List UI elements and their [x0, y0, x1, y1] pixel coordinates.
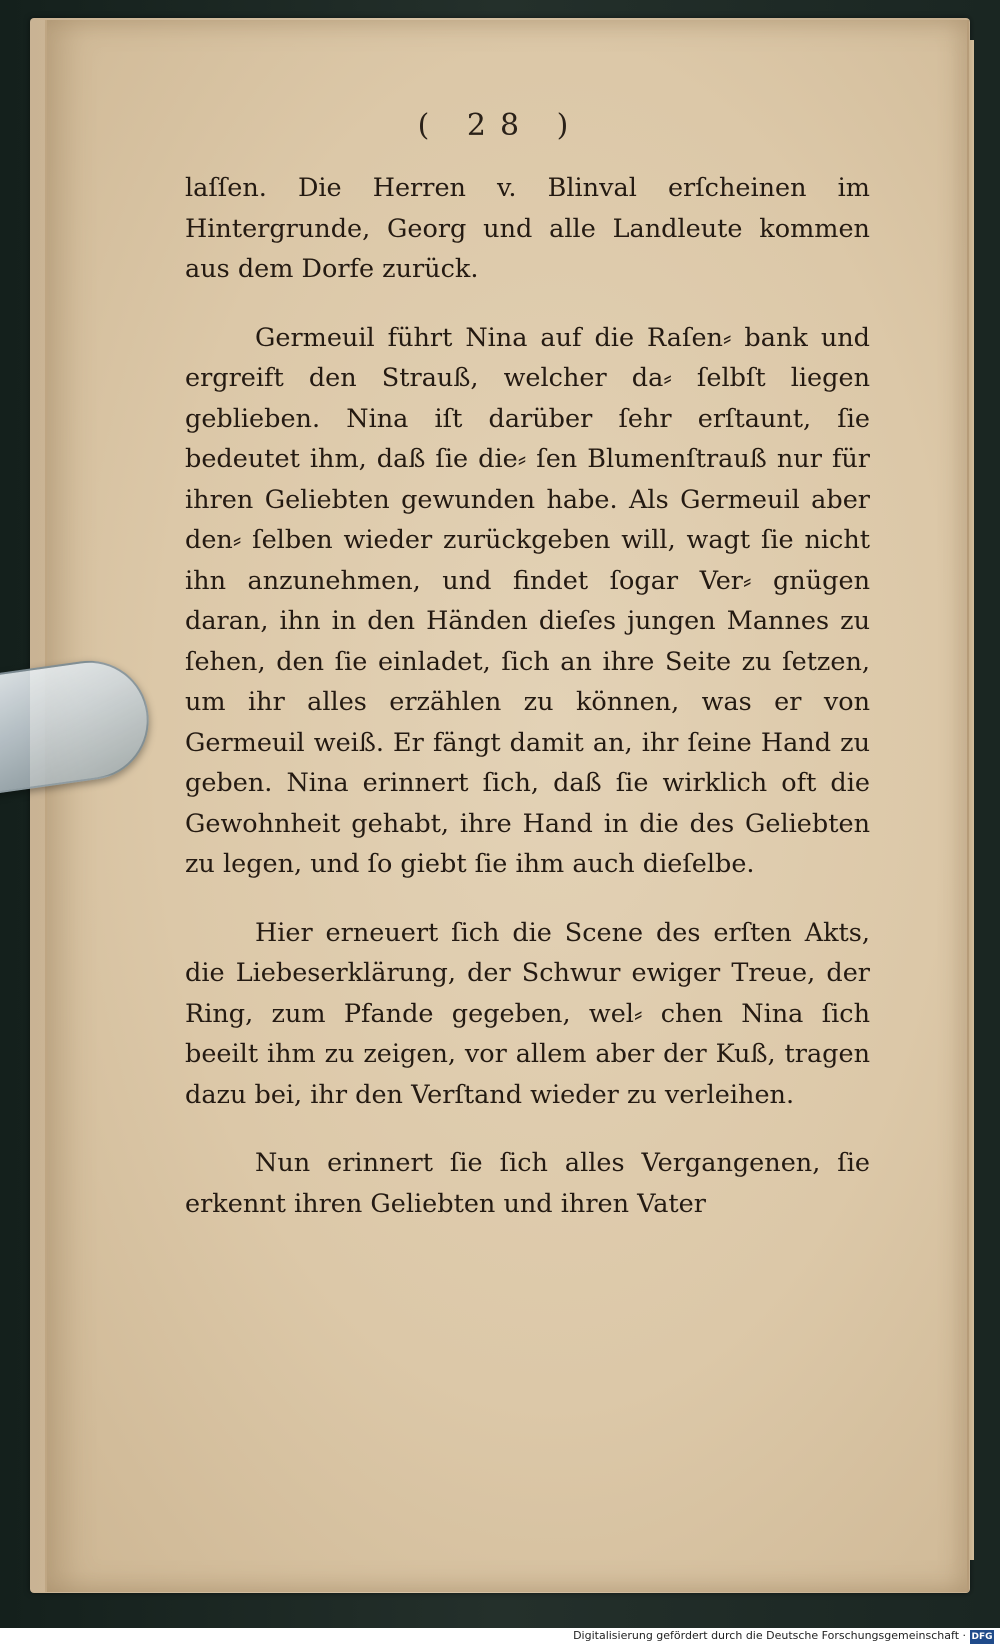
paragraph: Hier erneuert ſich die Scene des erſten Akts, die Liebeserklärung, der Schwur ewiger Treue, der Ring, zum Pfande gegeben, wel⸗ chen Nina ſich beeilt ihm zu zeigen, vor allem aber der Kuß, tragen dazu bei, ihr den Verſtand wieder zu verleihen.: [185, 917, 870, 1110]
dfg-logo: DFG: [971, 1632, 993, 1642]
paragraph: Germeuil führt Nina auf die Raſen⸗ bank und ergreift den Strauß, welcher da⸗ ſelbſt liegen geblieben. Nina iſt darüber ſehr erſtaunt, ſie bedeutet ihm, daß ſie die⸗ ſen Blumenſtrauß nur für ihren Geliebten gewunden habe. Als Germeuil aber den⸗ ſelben wieder zurückgeben will, wagt ſie nicht ihn anzunehmen, und findet ſogar Ver⸗ gnügen daran, ihn in den Händen dieſes jungen Mannes zu ſehen, den ſie einladet, ſich an ihre Seite zu ſetzen, um ihr alles erzählen zu können, was er von Germeuil weiß. Er fängt damit an, ihr ſeine Hand zu geben. Nina erinnert ſich, daß ſie wirklich oft die Gewohnheit gehabt, ihre Hand in die des Geliebten zu legen, und ſo giebt ſie ihm auch dieſelbe.: [185, 322, 870, 879]
paragraph: laſſen. Die Herren v. Blinval erſcheinen im Hintergrunde, Georg und alle Landleute kommen aus dem Dorfe zurück.: [185, 173, 870, 284]
footer-credit: Digitalisierung gefördert durch die Deutsche Forschungsgemeinschaft ·: [573, 1629, 966, 1642]
paragraph: Nun erinnert ſie ſich alles Vergangenen, ſie erkennt ihren Geliebten und ihren Vater: [185, 1148, 870, 1219]
page-number: ( 28 ): [417, 108, 583, 143]
page-text: [185, 168, 870, 1252]
